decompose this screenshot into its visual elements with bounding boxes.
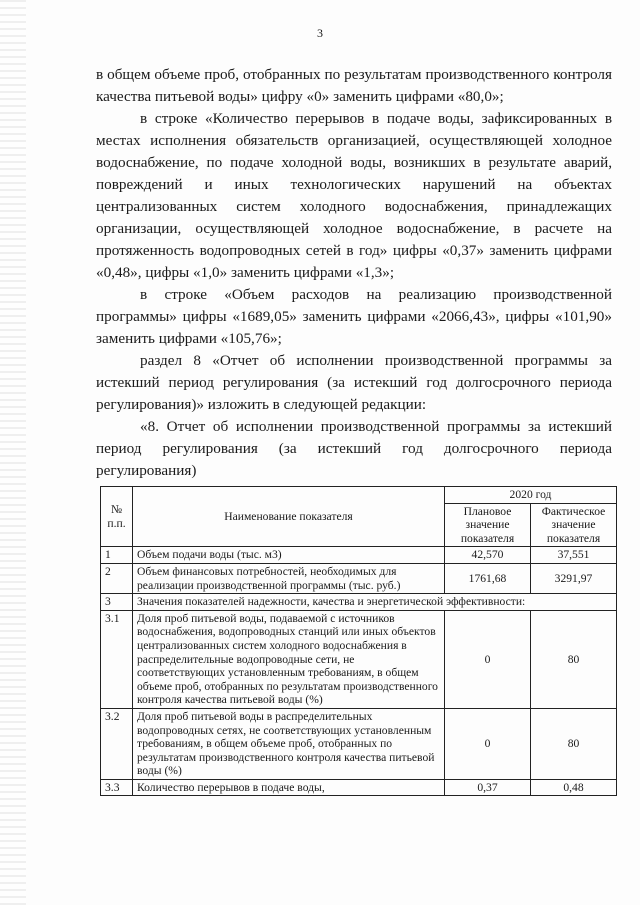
table-header-row	[101, 487, 617, 504]
header-num: № п.п.	[101, 487, 133, 547]
row-name: Объем финансовых потребностей, необходимых для реализации производственной программы (тыс. руб.)	[133, 563, 445, 593]
page-number: 3	[317, 26, 323, 40]
row-plan: 0	[445, 610, 531, 708]
row-plan: 0	[445, 708, 531, 779]
row-fact: 0,48	[531, 779, 617, 796]
row-name: Доля проб питьевой воды, подаваемой с источников водоснабжения, водопроводных станций или иных объектов централизованных систем холодного водоснабжения в распределительные водопроводные сети, не соответствующих установленным требованиям, в общем объеме проб, отобранных по результатам производственного контроля качества питьевой воды (%)	[133, 610, 445, 708]
row-num: 3.1	[101, 610, 133, 708]
header-plan: Плановое значение показателя	[445, 503, 531, 547]
binding-edge	[0, 0, 26, 905]
paragraph-3: в строке «Объем расходов на реализацию производственной программы» цифры «1689,05» заменить цифрами «2066,43», цифры «101,90» заменить цифрами «105,76»;	[96, 286, 612, 347]
document-body	[96, 64, 612, 482]
row-num: 3.3	[101, 779, 133, 796]
row-fact: 37,551	[531, 547, 617, 564]
row-name-span: Значения показателей надежности, качества и энергетической эффективности:	[133, 594, 617, 611]
row-fact: 80	[531, 708, 617, 779]
row-plan: 1761,68	[445, 563, 531, 593]
paragraph-1: в общем объеме проб, отобранных по результатам производственного контроля качества питьевой воды» цифру «0» заменить цифрами «80,0»;	[96, 66, 612, 105]
row-name: Количество перерывов в подаче воды,	[133, 779, 445, 796]
row-plan: 0,37	[445, 779, 531, 796]
table-row	[101, 563, 617, 593]
table-row	[101, 708, 617, 779]
table-row	[101, 547, 617, 564]
row-num: 3.2	[101, 708, 133, 779]
paragraph-4: раздел 8 «Отчет об исполнении производственной программы за истекший период регулирования (за истекший год долгосрочного периода регулирования)» изложить в следующей редакции:	[96, 352, 612, 413]
table-row	[101, 610, 617, 708]
row-plan: 42,570	[445, 547, 531, 564]
paragraph-2: в строке «Количество перерывов в подаче воды, зафиксированных в местах исполнения обязательств организацией, осуществляющей холодное водоснабжение, по подаче холодной воды, возникших в результате аварий, повреждений и иных технологических нарушений на объектах централизованных систем холодного водоснабжения, принадлежащих организации, осуществляющей холодное водоснабжение, в расчете на протяженность водопроводных сетей в год» цифры «0,37» заменить цифрами «0,48», цифры «1,0» заменить цифрами «1,3»;	[96, 110, 612, 281]
row-num: 1	[101, 547, 133, 564]
row-name: Доля проб питьевой воды в распределительных водопроводных сетях, не соответствующих установленным требованиям, в общем объеме проб, отобранных по результатам производственного контроля качества питьевой воды (%)	[133, 708, 445, 779]
row-fact: 3291,97	[531, 563, 617, 593]
row-num: 3	[101, 594, 133, 611]
header-name: Наименование показателя	[133, 487, 445, 547]
table-row	[101, 594, 617, 611]
row-name: Объем подачи воды (тыс. м3)	[133, 547, 445, 564]
row-fact: 80	[531, 610, 617, 708]
paragraph-5: «8. Отчет об исполнении производственной программы за истекший период регулирования (за истекший год долгосрочного периода регулирования)	[96, 418, 612, 479]
report-table	[100, 486, 617, 796]
header-year: 2020 год	[445, 487, 617, 504]
header-fact: Фактическое значение показателя	[531, 503, 617, 547]
row-num: 2	[101, 563, 133, 593]
table-row	[101, 779, 617, 796]
